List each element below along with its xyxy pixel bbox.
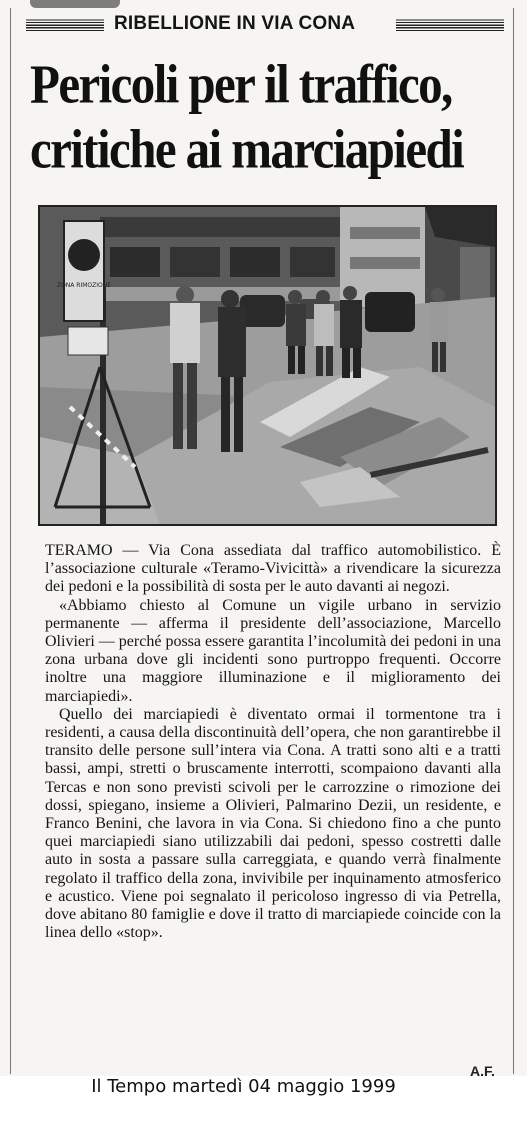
headline bbox=[30, 52, 500, 182]
kicker-text: RIBELLIONE IN VIA CONA bbox=[114, 13, 356, 34]
source-caption bbox=[0, 1076, 527, 1097]
headline-line-1: Pericoli per il traffico, bbox=[30, 53, 452, 115]
kicker-hatch-right bbox=[396, 19, 504, 31]
article-dateline: TERAMO — bbox=[45, 542, 149, 559]
article-paragraph-2: «Abbiamo chiesto al Comune un vigile urbano in servizio permanente — afferma il presidente dell’associazione, Marcello Olivieri — perché possa essere garantita l’incolumità dei pedoni in una zona urbana dove gli incidenti sono purtroppo frequenti. Occorre inoltre una maggiore illuminazione e il miglioramento dei marciapiedi». bbox=[45, 596, 501, 705]
column-rule-right bbox=[513, 8, 514, 1074]
sign-pole bbox=[100, 287, 106, 524]
author-signature: A.F. bbox=[470, 1063, 495, 1076]
kicker-bar bbox=[26, 10, 504, 40]
torn-masthead-fragment bbox=[30, 0, 120, 8]
headline-line-2: critiche ai marciapiedi bbox=[30, 118, 464, 180]
source-caption-text: Il Tempo martedì 04 maggio 1999 bbox=[91, 1076, 396, 1097]
article-paragraph-3: Quello dei marciapiedi è diventato ormai il tormentone tra i residenti, a causa della discontinuità dell’opera, che non garantirebbe il transito delle persone sull’intera via Cona. A tratti sono alti e a tratti bassi, ampi, stretti o bruscamente interrotti, scompaiono davanti alla Tercas e non sono previsti scivoli per le carrozzine o rimozione dei dossi, spiegano, insieme a Olivieri, Palmarino Dezii, un residente, e Franco Benini, che lavora in via Cona. Si chiedono fino a che punto quei marciapiedi siano utilizzabili dai pedoni, spesso costretti dalle auto in sosta a passare sulla carreggiata, e quando verrà finalmente regolato il traffico della zona, invivibile per inquinamento atmosferico e acustico. Viene poi segnalato il pericoloso ingresso di via Petrella, dove abitano 80 famiglie e dove il tratto di marciapiede coincide con la linea dello «stop». bbox=[45, 705, 501, 942]
car-2 bbox=[365, 292, 415, 332]
article-body bbox=[45, 542, 501, 942]
news-photo bbox=[38, 205, 497, 526]
column-rule-left bbox=[10, 8, 11, 1074]
article-paragraph-1-text: Via Cona assediata dal traffico automobilistico. È l’associazione culturale «Teramo-Vivicittà» a rivendicare la sicurezza dei pedoni e la possibilità di sosta per le auto davanti ai negozi. bbox=[45, 542, 501, 596]
kicker-hatch-left bbox=[26, 19, 104, 31]
sign-text: ZONA RIMOZIONE bbox=[56, 282, 112, 289]
car-1 bbox=[240, 295, 285, 327]
article-paragraph-1 bbox=[45, 542, 501, 597]
